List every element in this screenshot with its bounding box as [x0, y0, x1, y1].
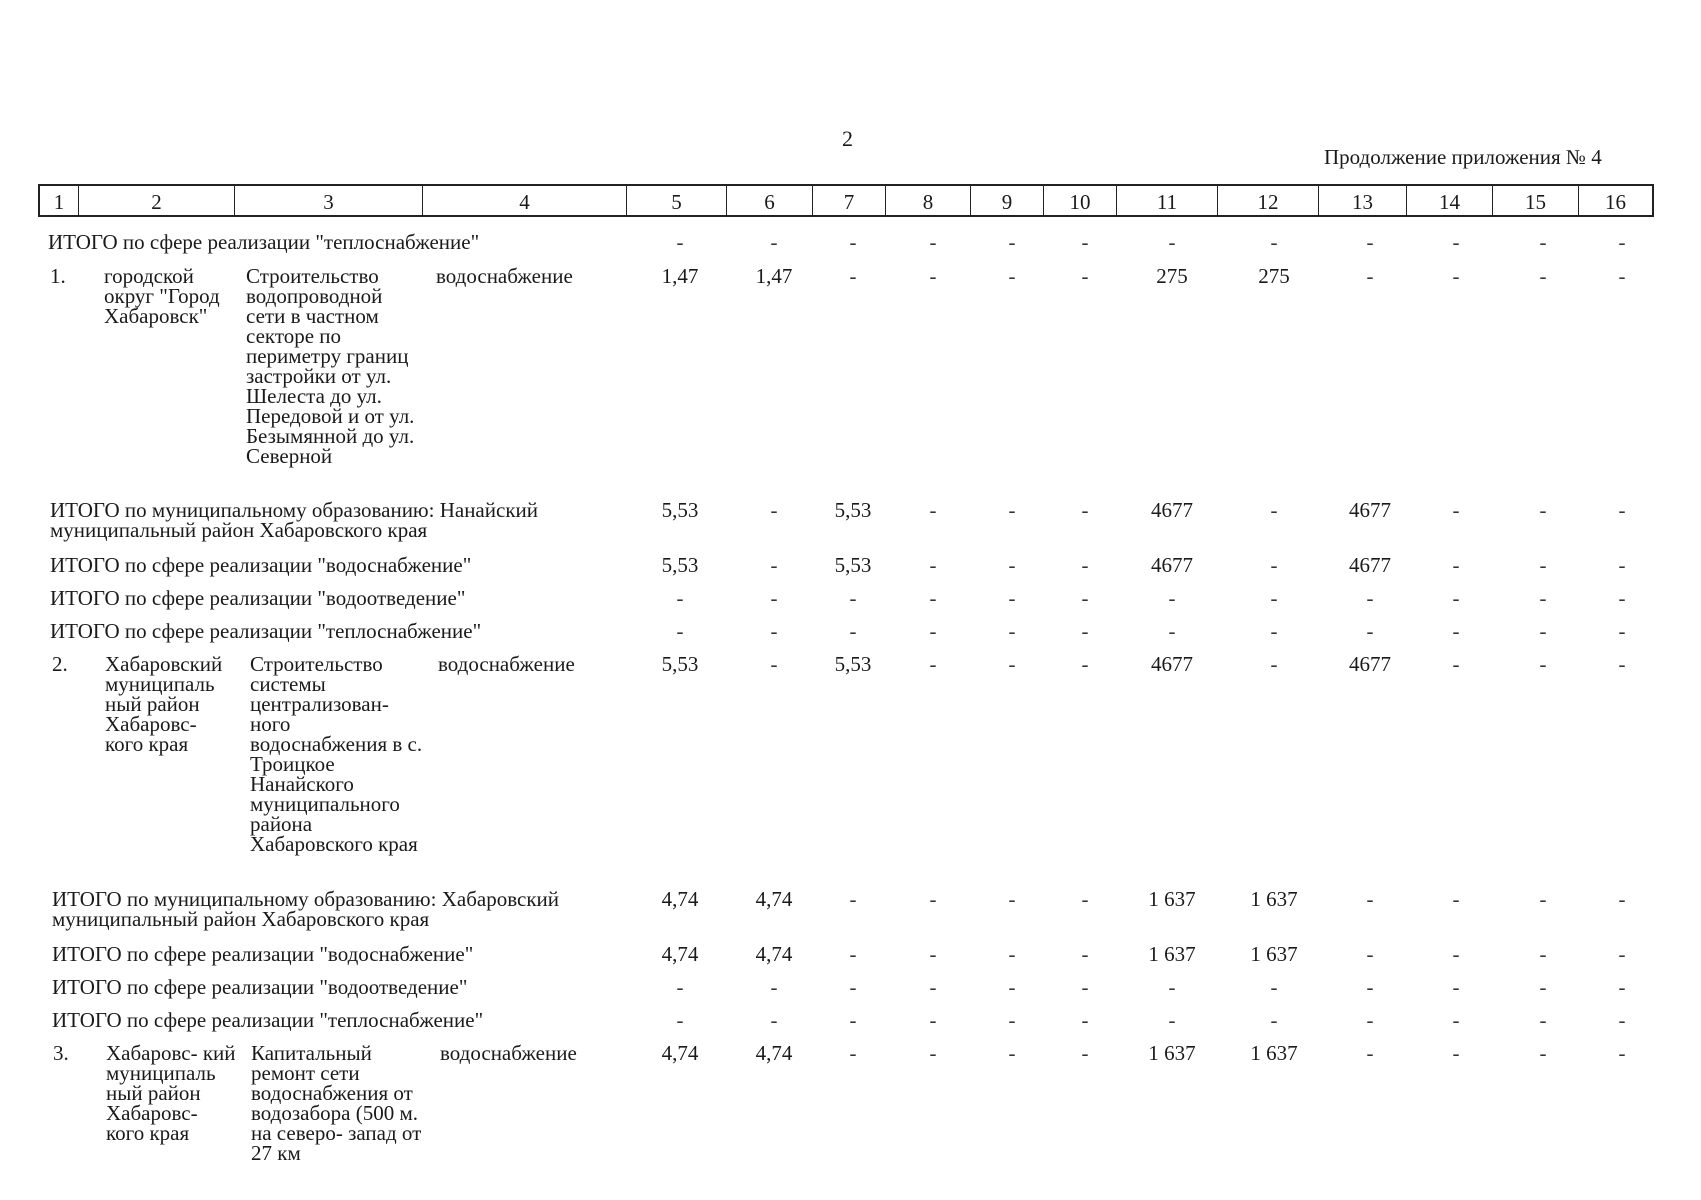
value-cell-col-11: 275 — [1156, 264, 1188, 288]
value-cell-col-5: - — [676, 619, 684, 643]
col-header-16: 16 — [1605, 190, 1626, 214]
value-cell-col-13: - — [1366, 942, 1374, 966]
value-cell-col-5: - — [676, 586, 684, 610]
value-cell-col-8: - — [929, 652, 937, 676]
value-cell-col-5: 4,74 — [661, 887, 699, 911]
value-cell-col-6: - — [770, 652, 778, 676]
value-cell-col-10: - — [1081, 586, 1089, 610]
value-cell-col-7: 5,53 — [834, 498, 872, 522]
value-cell-col-13: 4677 — [1349, 498, 1391, 522]
value-cell-col-13: - — [1366, 975, 1374, 999]
value-cell-col-10: - — [1081, 619, 1089, 643]
value-cell-col-7: - — [849, 887, 857, 911]
value-cell-col-5: 5,53 — [661, 498, 699, 522]
col-header-12: 12 — [1218, 186, 1319, 215]
value-cell-col-9: - — [1008, 1008, 1016, 1032]
project-cell: Капитальный ремонт сети водоснабжения от водозабора (500 м. на северо- запад от 27 км — [251, 1041, 422, 1165]
value-cell-col-9: - — [1008, 230, 1016, 254]
value-cell-col-11: 4677 — [1151, 498, 1193, 522]
value-cell-col-16: - — [1618, 1041, 1626, 1065]
col-header-7: 7 — [813, 186, 886, 215]
value-cell-col-12: - — [1270, 498, 1278, 522]
value-cell-col-13: - — [1366, 586, 1374, 610]
value-cell-col-8: - — [929, 942, 937, 966]
col-header-13: 13 — [1319, 186, 1407, 215]
value-cell-col-5: - — [676, 230, 684, 254]
value-cell-col-6: - — [770, 975, 778, 999]
value-cell-col-10: - — [1081, 652, 1089, 676]
total-label: ИТОГО по муниципальному образованию: Хабаровский муниципальный район Хабаровского края — [52, 887, 559, 931]
value-cell-col-14: - — [1452, 1008, 1460, 1032]
value-cell-col-7: - — [849, 1041, 857, 1065]
value-cell-col-8: - — [929, 586, 937, 610]
value-cell-col-15: - — [1539, 230, 1547, 254]
value-cell-col-9: - — [1008, 652, 1016, 676]
value-cell-col-10: - — [1081, 942, 1089, 966]
value-cell-col-14: - — [1452, 619, 1460, 643]
value-cell-col-15: - — [1539, 498, 1547, 522]
value-cell-col-5: 4,74 — [661, 1041, 699, 1065]
value-cell-col-10: - — [1081, 553, 1089, 577]
value-cell-col-12: 275 — [1258, 264, 1290, 288]
value-cell-col-15: - — [1539, 586, 1547, 610]
value-cell-col-6: 4,74 — [755, 887, 793, 911]
value-cell-col-10: - — [1081, 230, 1089, 254]
value-cell-col-13: - — [1366, 264, 1374, 288]
value-cell-col-8: - — [929, 553, 937, 577]
item-number: 1. — [50, 264, 66, 288]
continuation-note: Продолжение приложения № 4 — [1324, 145, 1602, 169]
value-cell-col-15: - — [1539, 887, 1547, 911]
value-cell-col-5: 5,53 — [661, 652, 699, 676]
owner-cell: городской округ "Город Хабаровск" — [104, 264, 220, 328]
value-cell-col-14: - — [1452, 942, 1460, 966]
value-cell-col-5: 1,47 — [661, 264, 699, 288]
value-cell-col-6: 1,47 — [755, 264, 793, 288]
col-header-11: 11 — [1117, 186, 1218, 215]
col-header-6: 6 — [727, 186, 813, 215]
value-cell-col-6: - — [770, 230, 778, 254]
value-cell-col-12: - — [1270, 230, 1278, 254]
value-cell-col-14: - — [1452, 553, 1460, 577]
value-cell-col-15: - — [1539, 553, 1547, 577]
value-cell-col-15: - — [1539, 652, 1547, 676]
total-label: ИТОГО по сфере реализации "теплоснабжение" — [50, 619, 482, 643]
value-cell-col-9: - — [1008, 1041, 1016, 1065]
column-number-header — [38, 184, 1654, 217]
value-cell-col-12: - — [1270, 975, 1278, 999]
value-cell-col-8: - — [929, 1041, 937, 1065]
value-cell-col-14: - — [1452, 1041, 1460, 1065]
value-cell-col-9: - — [1008, 553, 1016, 577]
value-cell-col-6: - — [770, 498, 778, 522]
project-cell: Строительство системы централизован- ного водоснабжения в с. Троицкое Нанайского муниципального района Хабаровского края — [250, 652, 423, 856]
value-cell-col-8: - — [929, 619, 937, 643]
value-cell-col-5: - — [676, 1008, 684, 1032]
value-cell-col-9: - — [1008, 264, 1016, 288]
value-cell-col-9: - — [1008, 887, 1016, 911]
value-cell-col-12: - — [1270, 652, 1278, 676]
value-cell-col-14: - — [1452, 975, 1460, 999]
value-cell-col-12: 1 637 — [1250, 887, 1298, 911]
sphere-cell: водоснабжение — [438, 652, 575, 676]
col-header-15: 15 — [1493, 186, 1579, 215]
value-cell-col-16: - — [1618, 942, 1626, 966]
value-cell-col-13: - — [1366, 1008, 1374, 1032]
value-cell-col-11: 4677 — [1151, 652, 1193, 676]
value-cell-col-7: - — [849, 619, 857, 643]
value-cell-col-7: 5,53 — [834, 652, 872, 676]
value-cell-col-13: - — [1366, 619, 1374, 643]
value-cell-col-8: - — [929, 230, 937, 254]
value-cell-col-14: - — [1452, 652, 1460, 676]
value-cell-col-13: 4677 — [1349, 652, 1391, 676]
value-cell-col-14: - — [1452, 498, 1460, 522]
value-cell-col-12: 1 637 — [1250, 1041, 1298, 1065]
value-cell-col-14: - — [1452, 230, 1460, 254]
value-cell-col-12: - — [1270, 1008, 1278, 1032]
value-cell-col-7: - — [849, 264, 857, 288]
value-cell-col-9: - — [1008, 975, 1016, 999]
value-cell-col-7: 5,53 — [834, 553, 872, 577]
col-header-9: 9 — [971, 186, 1044, 215]
total-label: ИТОГО по сфере реализации "водоснабжение" — [50, 553, 472, 577]
value-cell-col-6: 4,74 — [755, 1041, 793, 1065]
col-header-10: 10 — [1044, 186, 1117, 215]
value-cell-col-16: - — [1618, 586, 1626, 610]
value-cell-col-15: - — [1539, 264, 1547, 288]
value-cell-col-9: - — [1008, 586, 1016, 610]
value-cell-col-5: 5,53 — [661, 553, 699, 577]
total-label: ИТОГО по сфере реализации "водоотведение" — [50, 586, 466, 610]
value-cell-col-9: - — [1008, 619, 1016, 643]
value-cell-col-6: 4,74 — [755, 942, 793, 966]
value-cell-col-6: - — [770, 619, 778, 643]
col-header-14: 14 — [1407, 186, 1493, 215]
col-header-4: 4 — [423, 186, 627, 215]
value-cell-col-15: - — [1539, 975, 1547, 999]
value-cell-col-5: - — [676, 975, 684, 999]
item-number: 2. — [52, 652, 68, 676]
value-cell-col-15: - — [1539, 1008, 1547, 1032]
value-cell-col-6: - — [770, 1008, 778, 1032]
value-cell-col-12: - — [1270, 553, 1278, 577]
value-cell-col-8: - — [929, 498, 937, 522]
owner-cell: Хабаровский муниципаль ный район Хабаровс- кого края — [105, 652, 223, 756]
value-cell-col-14: - — [1452, 264, 1460, 288]
value-cell-col-10: - — [1081, 264, 1089, 288]
col-header-8: 8 — [886, 186, 971, 215]
value-cell-col-16: - — [1618, 619, 1626, 643]
sphere-cell: водоснабжение — [436, 264, 573, 288]
value-cell-col-11: 1 637 — [1148, 942, 1196, 966]
value-cell-col-15: - — [1539, 619, 1547, 643]
value-cell-col-13: - — [1366, 887, 1374, 911]
value-cell-col-7: - — [849, 230, 857, 254]
value-cell-col-11: - — [1168, 230, 1176, 254]
value-cell-col-6: - — [770, 586, 778, 610]
value-cell-col-12: 1 637 — [1250, 942, 1298, 966]
value-cell-col-7: - — [849, 975, 857, 999]
value-cell-col-11: - — [1168, 1008, 1176, 1032]
value-cell-col-14: - — [1452, 586, 1460, 610]
value-cell-col-11: 4677 — [1151, 553, 1193, 577]
value-cell-col-7: - — [849, 1008, 857, 1032]
value-cell-col-11: 1 637 — [1148, 1041, 1196, 1065]
value-cell-col-10: - — [1081, 1008, 1089, 1032]
value-cell-col-13: - — [1366, 230, 1374, 254]
value-cell-col-16: - — [1618, 1008, 1626, 1032]
value-cell-col-11: 1 637 — [1148, 887, 1196, 911]
col-header-2: 2 — [79, 186, 235, 215]
total-label: ИТОГО по сфере реализации "теплоснабжение" — [48, 230, 480, 254]
col-header-5: 5 — [627, 186, 727, 215]
sphere-cell: водоснабжение — [440, 1041, 577, 1065]
value-cell-col-11: - — [1168, 586, 1176, 610]
value-cell-col-16: - — [1618, 230, 1626, 254]
value-cell-col-12: - — [1270, 619, 1278, 643]
value-cell-col-16: - — [1618, 887, 1626, 911]
col-header-3: 3 — [235, 186, 423, 215]
item-number: 3. — [53, 1041, 69, 1065]
value-cell-col-16: - — [1618, 975, 1626, 999]
value-cell-col-11: - — [1168, 619, 1176, 643]
value-cell-col-9: - — [1008, 498, 1016, 522]
page-number: 2 — [842, 126, 853, 151]
value-cell-col-15: - — [1539, 1041, 1547, 1065]
total-label: ИТОГО по сфере реализации "теплоснабжение" — [52, 1008, 484, 1032]
value-cell-col-7: - — [849, 586, 857, 610]
owner-cell: Хабаровс- кий муниципаль ный район Хабаровс- кого края — [106, 1041, 236, 1145]
col-header-1: 1 — [40, 186, 79, 215]
total-label: ИТОГО по сфере реализации "водоснабжение" — [52, 942, 474, 966]
value-cell-col-7: - — [849, 942, 857, 966]
value-cell-col-16: - — [1618, 652, 1626, 676]
value-cell-col-8: - — [929, 264, 937, 288]
value-cell-col-8: - — [929, 1008, 937, 1032]
value-cell-col-10: - — [1081, 498, 1089, 522]
value-cell-col-13: - — [1366, 1041, 1374, 1065]
value-cell-col-14: - — [1452, 887, 1460, 911]
value-cell-col-10: - — [1081, 975, 1089, 999]
value-cell-col-8: - — [929, 975, 937, 999]
value-cell-col-11: - — [1168, 975, 1176, 999]
value-cell-col-6: - — [770, 553, 778, 577]
project-cell: Строительство водопроводной сети в частном секторе по периметру границ застройки от ул. Шелеста до ул. Передовой и от ул. Безымянной до ул. Северной — [246, 264, 415, 468]
value-cell-col-13: 4677 — [1349, 553, 1391, 577]
value-cell-col-16: - — [1618, 264, 1626, 288]
value-cell-col-9: - — [1008, 942, 1016, 966]
total-label: ИТОГО по сфере реализации "водоотведение" — [52, 975, 468, 999]
total-label: ИТОГО по муниципальному образованию: Нанайский муниципальный район Хабаровского края — [50, 498, 538, 542]
value-cell-col-10: - — [1081, 1041, 1089, 1065]
value-cell-col-16: - — [1618, 553, 1626, 577]
value-cell-col-15: - — [1539, 942, 1547, 966]
value-cell-col-16: - — [1618, 498, 1626, 522]
value-cell-col-5: 4,74 — [661, 942, 699, 966]
value-cell-col-12: - — [1270, 586, 1278, 610]
value-cell-col-10: - — [1081, 887, 1089, 911]
value-cell-col-8: - — [929, 887, 937, 911]
